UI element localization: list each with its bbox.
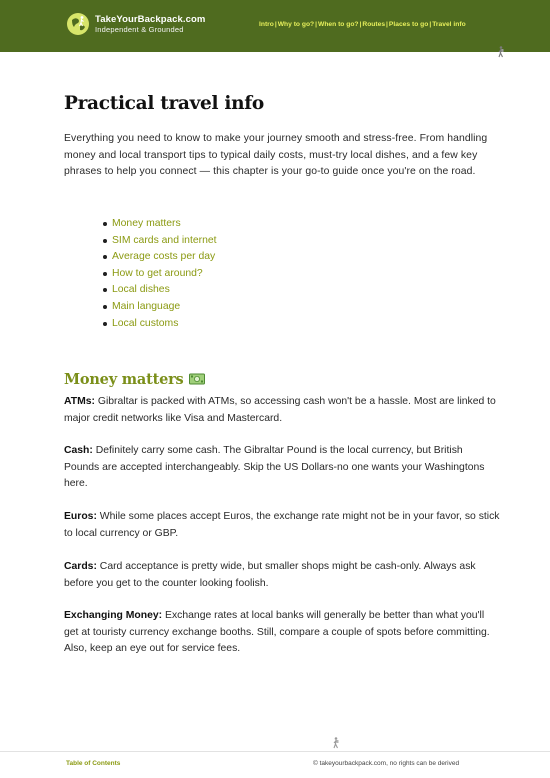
toc-item <box>112 266 217 283</box>
section-title-money-matters <box>64 371 205 388</box>
nav-separator: | <box>429 21 432 28</box>
toc-link-local-customs[interactable]: Local customs <box>112 317 179 329</box>
section-title-text: Money matters <box>64 371 184 388</box>
top-navigation <box>259 21 466 28</box>
text-exchanging-money: Exchange rates at local banks will generally be better than what you'll get at touristy currency exchange booths. Still, compare a couple of spots before committing. Also, keep an eye out for service fees. <box>64 610 490 655</box>
toc-link-money-matters[interactable]: Money matters <box>112 218 181 229</box>
toc-link-get-around[interactable]: How to get around? <box>112 267 203 279</box>
nav-separator: | <box>274 21 277 28</box>
footer-copyright: © takeyourbackpack.com, no rights can be derived <box>313 760 460 767</box>
toc-item <box>112 249 217 266</box>
page-title: Practical travel info <box>64 93 264 114</box>
nav-intro[interactable]: Intro <box>259 21 274 28</box>
paragraph-atms <box>64 394 500 427</box>
term-euros: Euros: <box>64 511 97 522</box>
nav-travel-info[interactable]: Travel info <box>432 21 466 28</box>
toc-item <box>112 282 217 299</box>
paragraph-euros <box>64 509 500 542</box>
brand-title[interactable]: TakeYourBackpack.com <box>95 14 206 25</box>
hiker-icon <box>496 46 506 58</box>
toc-link-average-costs[interactable]: Average costs per day <box>112 251 216 263</box>
toc-item <box>112 299 217 316</box>
term-atms: ATMs: <box>64 396 95 407</box>
toc-link-sim-cards[interactable]: SIM cards and internet <box>112 234 217 246</box>
text-atms: Gibraltar is packed with ATMs, so accessing cash won't be a hassle. Most are linked to major credit networks like Visa and Mastercard. <box>64 396 496 424</box>
chapter-table-of-contents <box>103 216 217 332</box>
nav-separator: | <box>359 21 362 28</box>
nav-why-to-go[interactable]: Why to go? <box>277 21 315 28</box>
hiker-icon <box>331 737 341 749</box>
paragraph-exchanging-money <box>64 608 500 658</box>
footer-divider <box>0 751 550 752</box>
toc-item <box>112 216 217 233</box>
nav-separator: | <box>315 21 318 28</box>
footer-table-of-contents-link[interactable]: Table of Contents <box>66 760 121 767</box>
toc-link-local-dishes[interactable]: Local dishes <box>112 284 170 296</box>
header-band <box>0 0 550 52</box>
brand-subtitle: Independent & Grounded <box>95 25 184 34</box>
text-cards: Card acceptance is pretty wide, but smaller shops might be cash-only. Always ask before you get to the counter looking foolish. <box>64 561 476 589</box>
intro-paragraph: Everything you need to know to make your journey smooth and stress-free. From handling money and local transport tips to typical daily costs, must-try local dishes, and a few key phrases to help you connect — this chapter is your go-to guide once you're on the road. <box>64 133 488 177</box>
toc-link-main-language[interactable]: Main language <box>112 300 181 312</box>
term-exchanging-money: Exchanging Money: <box>64 610 163 621</box>
nav-routes[interactable]: Routes <box>362 21 386 28</box>
text-euros: While some places accept Euros, the exchange rate might not be in your favor, so stick to local currency or GBP. <box>64 511 500 539</box>
paragraph-cards <box>64 559 500 592</box>
globe-hiker-logo-icon <box>66 12 90 36</box>
nav-separator: | <box>386 21 388 28</box>
money-icon <box>189 373 205 385</box>
text-cash: Definitely carry some cash. The Gibraltar Pound is the local currency, but British Pounds are accepted interchangeably. Skip the US Dollars-no one wants your Washingtons here. <box>64 445 485 490</box>
term-cash: Cash: <box>64 445 93 456</box>
nav-when-to-go[interactable]: When to go? <box>318 21 359 28</box>
toc-item <box>112 316 217 333</box>
term-cards: Cards: <box>64 561 97 572</box>
paragraph-cash <box>64 443 500 493</box>
nav-places-to-go[interactable]: Places to go <box>388 21 429 28</box>
toc-item <box>112 233 217 250</box>
